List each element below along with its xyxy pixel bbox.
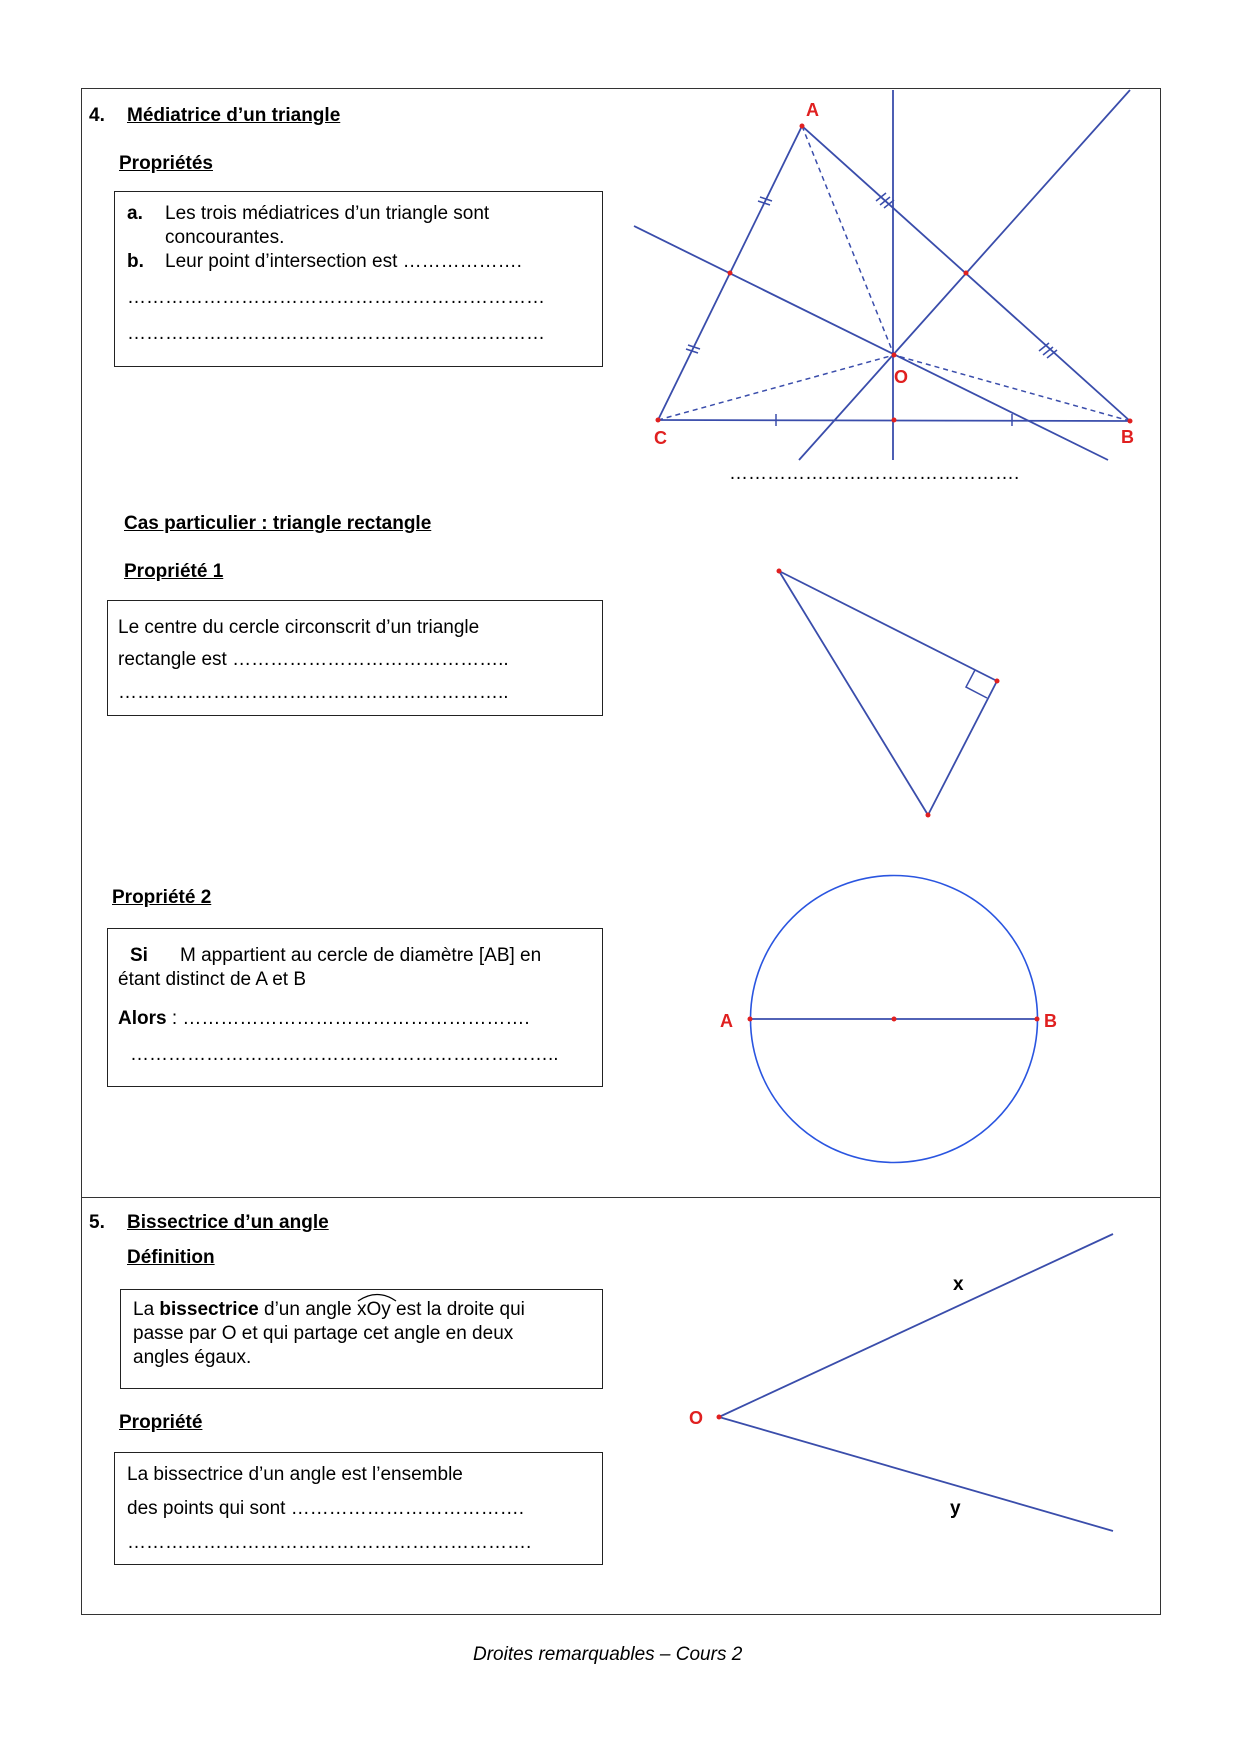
property-1-heading: Propriété 1 [124,561,224,582]
section-5-heading [89,1212,329,1234]
point-a [800,124,805,129]
angle-label-x: x [953,1274,964,1295]
property-2-alors-text: : ………………………………………………. [166,1008,530,1029]
section-divider [81,1197,1161,1198]
section-4-number: 4. [89,105,105,126]
property-1-line-3: …………………………………………………….. [118,682,509,703]
label-a: A [806,100,819,120]
vertex-bottom [926,813,931,818]
circle-figure [700,860,1080,1170]
right-triangle-figure [760,560,1020,830]
property-2-line-4: ………………………………………………………….. [130,1044,559,1065]
circle-point-a [748,1017,753,1022]
angle-vertex-o [717,1415,722,1420]
page-footer: Droites remarquables – Cours 2 [473,1644,743,1665]
angle-xoy-text: xOy [356,1299,391,1320]
side-right [928,681,997,815]
circle-label-a: A [720,1011,733,1031]
section-4-title: Médiatrice d’un triangle [127,105,341,126]
vertex-right-angle [995,679,1000,684]
definition-line-3: angles égaux. [133,1347,252,1368]
section-4-heading [89,105,340,127]
property-2-box [107,928,603,1087]
prop-b-text: Leur point d’intersection est ………………. [165,251,522,272]
angle-arc-icon [357,1290,397,1302]
point-c [656,418,661,423]
section-5-title: Bissectrice d’un angle [127,1212,329,1233]
label-b: B [1121,427,1134,447]
section-5-number: 5. [89,1212,105,1233]
property-2-alors: Alors [118,1008,167,1029]
label-c: C [654,428,667,448]
point-o [892,353,897,358]
angle-label-y: y [950,1498,961,1519]
segment-ao [802,126,894,355]
bisectors-figure [620,88,1160,488]
property-2-line-2: étant distinct de A et B [118,969,307,990]
prop-dots-2: ………………………………………………………… [127,323,545,344]
midpoint-cb [892,418,897,423]
property-1-box [107,600,603,716]
special-case-heading: Cas particulier : triangle rectangle [124,513,432,534]
property-2-heading: Propriété 2 [112,887,212,908]
angle-xoy [357,1298,391,1322]
property-line-3: ………………………………………………………. [127,1532,532,1553]
property-box [114,1452,603,1565]
midpoint-ac [728,271,733,276]
definition-line-2: passe par O et qui partage cet angle en deux [133,1323,514,1344]
property-line-1: La bissectrice d’un angle est l’ensemble [127,1464,463,1485]
definition-mid: d’un angle [258,1299,357,1320]
property-1-line-2: rectangle est …………………………………….. [118,649,509,670]
property-heading: Propriété [119,1412,203,1433]
property-line-2: des points qui sont ………………………………. [127,1498,524,1519]
properties-box [114,191,603,367]
circle-center [892,1017,897,1022]
angle-label-o: O [689,1408,704,1428]
definition-box [120,1289,603,1389]
definition-bold: bissectrice [159,1299,259,1320]
label-o: O [894,367,909,387]
prop-a-label: a. [127,203,143,224]
ray-ox [719,1234,1113,1417]
definition-line-1 [133,1298,525,1322]
definition-post: est la droite qui [390,1299,525,1320]
prop-a-text-2: concourantes. [165,227,285,248]
vertex-top [777,569,782,574]
ray-oy [719,1417,1113,1531]
property-2-line-3 [118,1007,530,1031]
property-2-si: Si [130,945,148,966]
segment-co [658,355,894,420]
property-2-si-text: M appartient au cercle de diamètre [AB] en [180,945,542,966]
prop-b-label: b. [127,251,144,272]
prop-a-text-1: Les trois médiatrices d’un triangle sont [165,203,490,224]
definition-pre: La [133,1299,160,1320]
figure-answer-dots: ………………………………………. [729,463,1020,484]
properties-heading: Propriétés [119,153,213,174]
property-1-line-1: Le centre du cercle circonscrit d’un triangle [118,617,480,638]
circle-point-b [1035,1017,1040,1022]
prop-dots-1: ………………………………………………………… [127,287,545,308]
definition-heading: Définition [127,1247,215,1268]
point-b [1128,419,1133,424]
circle-label-b: B [1044,1011,1057,1031]
bisector-ac [634,226,1108,460]
angle-figure [660,1210,1130,1550]
midpoint-ab [964,271,969,276]
